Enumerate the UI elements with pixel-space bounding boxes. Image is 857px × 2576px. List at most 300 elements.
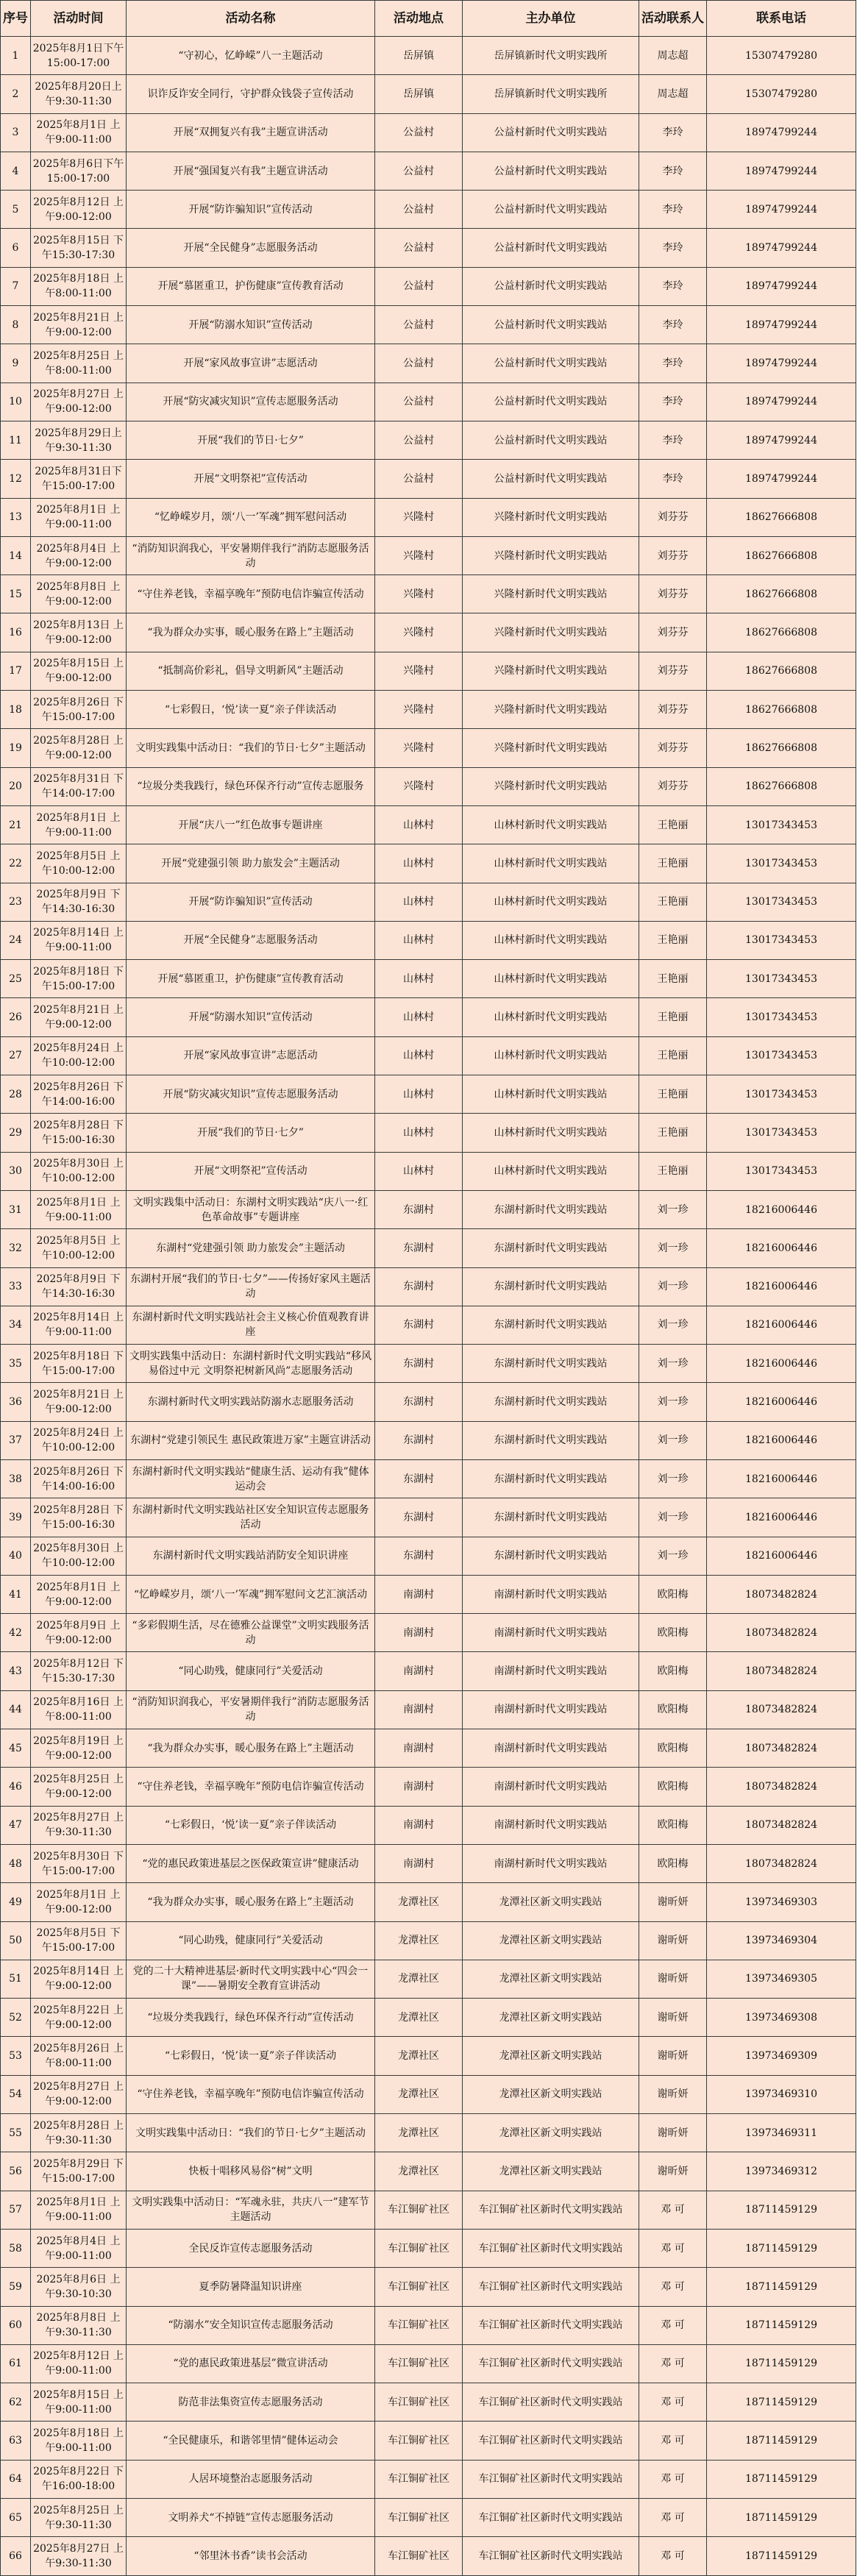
cell-contact: 刘芬芬	[639, 498, 707, 536]
cell-time: 2025年8月19日 上午9:00-12:00	[31, 1729, 127, 1768]
cell-place: 山林村	[375, 921, 463, 959]
cell-host: 兴隆村新时代文明实践站	[463, 575, 639, 613]
cell-activity-name: 文明实践集中活动日：“我们的节日·七夕”主题活动	[127, 729, 375, 767]
cell-contact: 李玲	[639, 383, 707, 421]
cell-activity-name: “守住养老钱，幸福享晚年”预防电信诈骗宣传活动	[127, 2075, 375, 2113]
table-row	[1, 960, 856, 998]
cell-phone: 18627666808	[707, 575, 856, 613]
cell-host: 公益村新时代文明实践站	[463, 152, 639, 190]
cell-contact: 谢昕妍	[639, 2037, 707, 2075]
cell-host: 车江铜矿社区新时代文明实践站	[463, 2460, 639, 2498]
cell-host: 南湖村新时代文明实践站	[463, 1575, 639, 1613]
cell-phone: 18974799244	[707, 383, 856, 421]
cell-place: 山林村	[375, 883, 463, 921]
header-contact: 活动联系人	[639, 1, 707, 37]
cell-host: 车江铜矿社区新时代文明实践站	[463, 2422, 639, 2460]
table-row	[1, 1190, 856, 1228]
cell-time: 2025年8月1日下午15:00-17:00	[31, 37, 127, 75]
cell-time: 2025年8月15日 上午9:00-11:00	[31, 2383, 127, 2422]
table-row	[1, 1960, 856, 1998]
cell-host: 山林村新时代文明实践站	[463, 1075, 639, 1114]
cell-time: 2025年8月12日 下午15:30-17:30	[31, 1652, 127, 1690]
cell-contact: 刘芬芬	[639, 729, 707, 767]
cell-phone: 18073482824	[707, 1690, 856, 1729]
cell-phone: 13017343453	[707, 844, 856, 883]
cell-time: 2025年8月25日 上午9:00-12:00	[31, 1768, 127, 1806]
cell-time: 2025年8月5日 下午15:00-17:00	[31, 1921, 127, 1960]
cell-time: 2025年8月13日 上午9:00-12:00	[31, 613, 127, 652]
cell-activity-name: “我为群众办实事，暖心服务在路上”主题活动	[127, 1883, 375, 1921]
cell-host: 车江铜矿社区新时代文明实践站	[463, 2268, 639, 2306]
cell-no: 66	[1, 2537, 31, 2575]
cell-contact: 李玲	[639, 460, 707, 498]
cell-contact: 欧阳梅	[639, 1806, 707, 1844]
cell-time: 2025年8月18日 下午15:00-17:00	[31, 1345, 127, 1383]
cell-no: 4	[1, 152, 31, 190]
table-row	[1, 2075, 856, 2113]
cell-time: 2025年8月18日 下午15:00-17:00	[31, 960, 127, 998]
table-row	[1, 1690, 856, 1729]
cell-place: 山林村	[375, 1114, 463, 1152]
cell-host: 车江铜矿社区新时代文明实践站	[463, 2229, 639, 2267]
cell-phone: 13973469305	[707, 1960, 856, 1998]
table-row	[1, 2229, 856, 2267]
cell-time: 2025年8月9日 下午14:30-16:30	[31, 883, 127, 921]
cell-activity-name: 东湖村新时代文明实践站社会主义核心价值观教育讲座	[127, 1306, 375, 1344]
cell-phone: 18216006446	[707, 1267, 856, 1306]
cell-host: 龙潭社区新文明实践站	[463, 2075, 639, 2113]
cell-host: 龙潭社区新文明实践站	[463, 1999, 639, 2037]
cell-phone: 13973469311	[707, 2114, 856, 2152]
cell-phone: 18711459129	[707, 2191, 856, 2229]
cell-host: 东湖村新时代文明实践站	[463, 1345, 639, 1383]
table-row	[1, 498, 856, 536]
cell-activity-name: 开展“全民健身”志愿服务活动	[127, 229, 375, 267]
cell-time: 2025年8月28日 下午15:00-16:30	[31, 1114, 127, 1152]
table-row	[1, 267, 856, 305]
cell-time: 2025年8月12日 上午9:00-12:00	[31, 191, 127, 229]
cell-place: 东湖村	[375, 1459, 463, 1498]
cell-place: 兴隆村	[375, 498, 463, 536]
cell-no: 20	[1, 767, 31, 805]
cell-no: 44	[1, 1690, 31, 1729]
cell-contact: 王艳丽	[639, 1114, 707, 1152]
cell-place: 山林村	[375, 1075, 463, 1114]
table-row	[1, 1999, 856, 2037]
cell-phone: 15307479280	[707, 75, 856, 113]
cell-place: 公益村	[375, 267, 463, 305]
cell-phone: 13973469309	[707, 2037, 856, 2075]
cell-no: 49	[1, 1883, 31, 1921]
cell-time: 2025年8月29日上午9:30-11:30	[31, 421, 127, 459]
cell-time: 2025年8月8日 上午9:30-11:30	[31, 2306, 127, 2344]
header-no: 序号	[1, 1, 31, 37]
cell-phone: 18711459129	[707, 2344, 856, 2383]
cell-contact: 王艳丽	[639, 883, 707, 921]
cell-phone: 18216006446	[707, 1421, 856, 1459]
cell-contact: 王艳丽	[639, 1152, 707, 1190]
cell-place: 龙潭社区	[375, 2075, 463, 2113]
cell-no: 8	[1, 306, 31, 344]
cell-contact: 邓 可	[639, 2344, 707, 2383]
cell-no: 26	[1, 998, 31, 1036]
cell-place: 兴隆村	[375, 652, 463, 690]
cell-no: 52	[1, 1999, 31, 2037]
cell-place: 南湖村	[375, 1768, 463, 1806]
cell-no: 46	[1, 1768, 31, 1806]
cell-phone: 18073482824	[707, 1575, 856, 1613]
cell-host: 车江铜矿社区新时代文明实践站	[463, 2306, 639, 2344]
table-row	[1, 1614, 856, 1652]
table-row	[1, 2460, 856, 2498]
cell-host: 龙潭社区新文明实践站	[463, 2114, 639, 2152]
cell-contact: 王艳丽	[639, 805, 707, 844]
cell-phone: 13017343453	[707, 921, 856, 959]
cell-contact: 谢昕妍	[639, 1999, 707, 2037]
cell-place: 东湖村	[375, 1345, 463, 1383]
cell-contact: 邓 可	[639, 2499, 707, 2537]
table-body	[1, 37, 856, 2576]
cell-phone: 18974799244	[707, 191, 856, 229]
cell-activity-name: 开展“党建强引领 助力旅发会”主题活动	[127, 844, 375, 883]
cell-no: 13	[1, 498, 31, 536]
cell-place: 车江铜矿社区	[375, 2306, 463, 2344]
table-row	[1, 421, 856, 459]
cell-place: 龙潭社区	[375, 2037, 463, 2075]
cell-no: 57	[1, 2191, 31, 2229]
cell-host: 龙潭社区新文明实践站	[463, 2152, 639, 2191]
cell-no: 47	[1, 1806, 31, 1844]
cell-place: 山林村	[375, 998, 463, 1036]
cell-place: 兴隆村	[375, 536, 463, 574]
table-row	[1, 344, 856, 383]
cell-contact: 周志超	[639, 37, 707, 75]
cell-host: 车江铜矿社区新时代文明实践站	[463, 2383, 639, 2422]
table-row	[1, 575, 856, 613]
cell-no: 14	[1, 536, 31, 574]
cell-time: 2025年8月1日 上午9:00-11:00	[31, 805, 127, 844]
cell-time: 2025年8月20日上午9:30-11:30	[31, 75, 127, 113]
cell-time: 2025年8月31日 下午14:00-17:00	[31, 767, 127, 805]
cell-no: 40	[1, 1537, 31, 1575]
cell-phone: 18974799244	[707, 229, 856, 267]
cell-contact: 刘一珍	[639, 1229, 707, 1267]
cell-phone: 18216006446	[707, 1306, 856, 1344]
cell-place: 车江铜矿社区	[375, 2191, 463, 2229]
cell-time: 2025年8月31日下午15:00-17:00	[31, 460, 127, 498]
cell-place: 龙潭社区	[375, 1999, 463, 2037]
cell-phone: 18073482824	[707, 1806, 856, 1844]
cell-no: 39	[1, 1498, 31, 1537]
cell-activity-name: “忆峥嵘岁月，颂‘八一’军魂”拥军慰问活动	[127, 498, 375, 536]
cell-no: 54	[1, 2075, 31, 2113]
cell-no: 19	[1, 729, 31, 767]
cell-host: 公益村新时代文明实践站	[463, 113, 639, 152]
cell-activity-name: 东湖村新时代文明实践站防溺水志愿服务活动	[127, 1383, 375, 1421]
cell-phone: 18974799244	[707, 152, 856, 190]
cell-activity-name: 开展“防诈骗知识”宣传活动	[127, 191, 375, 229]
cell-no: 33	[1, 1267, 31, 1306]
cell-contact: 刘一珍	[639, 1537, 707, 1575]
cell-contact: 刘芬芬	[639, 575, 707, 613]
cell-no: 41	[1, 1575, 31, 1613]
cell-activity-name: 开展“家风故事宣讲”志愿活动	[127, 344, 375, 383]
cell-place: 东湖村	[375, 1421, 463, 1459]
cell-contact: 王艳丽	[639, 844, 707, 883]
table-row	[1, 1806, 856, 1844]
cell-phone: 18627666808	[707, 652, 856, 690]
table-row	[1, 1537, 856, 1575]
table-row	[1, 883, 856, 921]
table-row	[1, 691, 856, 729]
cell-place: 龙潭社区	[375, 2114, 463, 2152]
cell-host: 公益村新时代文明实践站	[463, 344, 639, 383]
table-row	[1, 1883, 856, 1921]
cell-phone: 18627666808	[707, 767, 856, 805]
cell-activity-name: 开展“防溺水知识”宣传活动	[127, 998, 375, 1036]
cell-host: 龙潭社区新文明实践站	[463, 1960, 639, 1998]
cell-phone: 18216006446	[707, 1537, 856, 1575]
cell-no: 5	[1, 191, 31, 229]
cell-activity-name: “多彩假期生活，尽在德雅公益课堂”文明实践服务活动	[127, 1614, 375, 1652]
cell-place: 龙潭社区	[375, 1883, 463, 1921]
table-row	[1, 1459, 856, 1498]
cell-activity-name: 防范非法集资宣传志愿服务活动	[127, 2383, 375, 2422]
cell-contact: 邓 可	[639, 2460, 707, 2498]
cell-phone: 13973469304	[707, 1921, 856, 1960]
cell-activity-name: “七彩假日，‘悦’读一夏”亲子伴读活动	[127, 2037, 375, 2075]
table-row	[1, 113, 856, 152]
header-name: 活动名称	[127, 1, 375, 37]
cell-place: 车江铜矿社区	[375, 2422, 463, 2460]
cell-contact: 欧阳梅	[639, 1614, 707, 1652]
table-row	[1, 536, 856, 574]
cell-contact: 谢昕妍	[639, 1921, 707, 1960]
table-row	[1, 2499, 856, 2537]
cell-time: 2025年8月22日 下午16:00-18:00	[31, 2460, 127, 2498]
cell-phone: 18216006446	[707, 1498, 856, 1537]
cell-activity-name: 开展“全民健身”志愿服务活动	[127, 921, 375, 959]
cell-time: 2025年8月18日 上午8:00-11:00	[31, 267, 127, 305]
cell-place: 岳屏镇	[375, 75, 463, 113]
cell-place: 南湖村	[375, 1729, 463, 1768]
cell-time: 2025年8月30日 上午10:00-12:00	[31, 1152, 127, 1190]
cell-contact: 刘一珍	[639, 1306, 707, 1344]
cell-activity-name: 东湖村新时代文明实践站社区安全知识宣传志愿服务活动	[127, 1498, 375, 1537]
cell-contact: 谢昕妍	[639, 2075, 707, 2113]
cell-no: 56	[1, 2152, 31, 2191]
cell-place: 龙潭社区	[375, 1960, 463, 1998]
cell-activity-name: 党的二十大精神进基层·新时代文明实践中心“四会一课”——暑期安全教育宣讲活动	[127, 1960, 375, 1998]
cell-time: 2025年8月27日 上午9:30-11:30	[31, 2537, 127, 2575]
cell-phone: 18974799244	[707, 113, 856, 152]
cell-phone: 13017343453	[707, 805, 856, 844]
cell-place: 公益村	[375, 460, 463, 498]
cell-activity-name: “抵制高价彩礼，倡导文明新风”主题活动	[127, 652, 375, 690]
cell-host: 公益村新时代文明实践站	[463, 229, 639, 267]
cell-no: 21	[1, 805, 31, 844]
cell-host: 山林村新时代文明实践站	[463, 1036, 639, 1075]
cell-contact: 刘一珍	[639, 1267, 707, 1306]
cell-activity-name: “同心助残，健康同行”关爱活动	[127, 1652, 375, 1690]
cell-host: 龙潭社区新文明实践站	[463, 1921, 639, 1960]
cell-host: 东湖村新时代文明实践站	[463, 1190, 639, 1228]
cell-phone: 13973469308	[707, 1999, 856, 2037]
cell-no: 55	[1, 2114, 31, 2152]
cell-phone: 18711459129	[707, 2268, 856, 2306]
cell-time: 2025年8月1日 上午9:00-11:00	[31, 2191, 127, 2229]
cell-contact: 李玲	[639, 421, 707, 459]
cell-contact: 刘一珍	[639, 1459, 707, 1498]
cell-no: 61	[1, 2344, 31, 2383]
cell-place: 公益村	[375, 306, 463, 344]
cell-activity-name: 开展“强国复兴有我”主题宣讲活动	[127, 152, 375, 190]
cell-host: 兴隆村新时代文明实践站	[463, 536, 639, 574]
cell-place: 公益村	[375, 191, 463, 229]
cell-contact: 邓 可	[639, 2191, 707, 2229]
cell-time: 2025年8月6日 上午9:30-10:30	[31, 2268, 127, 2306]
cell-contact: 刘芬芬	[639, 691, 707, 729]
cell-no: 37	[1, 1421, 31, 1459]
cell-contact: 李玲	[639, 152, 707, 190]
cell-activity-name: 东湖村“党建引领民生 惠民政策进万家”主题宣讲活动	[127, 1421, 375, 1459]
cell-phone: 18627666808	[707, 536, 856, 574]
cell-time: 2025年8月28日 上午9:30-11:30	[31, 2114, 127, 2152]
cell-activity-name: “垃圾分类我践行，绿色环保齐行动”宣传志愿服务	[127, 767, 375, 805]
cell-place: 兴隆村	[375, 613, 463, 652]
table-row	[1, 2422, 856, 2460]
cell-activity-name: 开展“慕匿重卫，护伤健康”宣传教育活动	[127, 960, 375, 998]
cell-time: 2025年8月27日 上午9:00-12:00	[31, 2075, 127, 2113]
cell-time: 2025年8月15日 下午15:30-17:30	[31, 229, 127, 267]
cell-contact: 谢昕妍	[639, 2152, 707, 2191]
cell-time: 2025年8月21日 上午9:00-12:00	[31, 306, 127, 344]
cell-phone: 18216006446	[707, 1229, 856, 1267]
cell-host: 山林村新时代文明实践站	[463, 805, 639, 844]
cell-host: 东湖村新时代文明实践站	[463, 1306, 639, 1344]
cell-phone: 18073482824	[707, 1614, 856, 1652]
cell-time: 2025年8月8日 上午9:00-12:00	[31, 575, 127, 613]
cell-activity-name: “守住养老钱，幸福享晚年”预防电信诈骗宣传活动	[127, 575, 375, 613]
cell-host: 车江铜矿社区新时代文明实践站	[463, 2191, 639, 2229]
cell-phone: 13017343453	[707, 1152, 856, 1190]
cell-phone: 18627666808	[707, 691, 856, 729]
cell-contact: 刘芬芬	[639, 652, 707, 690]
cell-time: 2025年8月27日 上午9:00-12:00	[31, 383, 127, 421]
cell-no: 65	[1, 2499, 31, 2537]
cell-phone: 18711459129	[707, 2460, 856, 2498]
cell-time: 2025年8月28日 上午9:00-12:00	[31, 729, 127, 767]
table-row	[1, 1768, 856, 1806]
cell-time: 2025年8月26日 上午8:00-11:00	[31, 2037, 127, 2075]
cell-place: 兴隆村	[375, 691, 463, 729]
table-row	[1, 767, 856, 805]
cell-activity-name: 开展“我们的节日·七夕”	[127, 1114, 375, 1152]
table-row	[1, 2191, 856, 2229]
table-row	[1, 652, 856, 690]
cell-activity-name: 开展“防诈骗知识”宣传活动	[127, 883, 375, 921]
cell-place: 东湖村	[375, 1537, 463, 1575]
cell-no: 10	[1, 383, 31, 421]
table-row	[1, 1306, 856, 1344]
cell-phone: 18216006446	[707, 1383, 856, 1421]
table-row	[1, 844, 856, 883]
cell-phone: 13017343453	[707, 1114, 856, 1152]
cell-activity-name: 开展“防灾减灾知识”宣传志愿服务活动	[127, 383, 375, 421]
table-row	[1, 1921, 856, 1960]
cell-no: 17	[1, 652, 31, 690]
cell-no: 16	[1, 613, 31, 652]
cell-time: 2025年8月28日 下午15:00-16:30	[31, 1498, 127, 1537]
cell-host: 东湖村新时代文明实践站	[463, 1229, 639, 1267]
cell-host: 公益村新时代文明实践站	[463, 306, 639, 344]
cell-host: 岳屏镇新时代文明实践所	[463, 37, 639, 75]
cell-phone: 18974799244	[707, 267, 856, 305]
cell-host: 山林村新时代文明实践站	[463, 921, 639, 959]
cell-phone: 18711459129	[707, 2306, 856, 2344]
cell-place: 南湖村	[375, 1614, 463, 1652]
cell-no: 25	[1, 960, 31, 998]
cell-time: 2025年8月30日 上午10:00-12:00	[31, 1537, 127, 1575]
cell-time: 2025年8月29日 下午15:00-17:00	[31, 2152, 127, 2191]
cell-time: 2025年8月15日 上午9:00-12:00	[31, 652, 127, 690]
cell-activity-name: “党的惠民政策进基层”微宣讲活动	[127, 2344, 375, 2383]
table-row	[1, 1267, 856, 1306]
cell-time: 2025年8月1日 上午9:00-11:00	[31, 498, 127, 536]
cell-activity-name: 开展“家风故事宣讲”志愿活动	[127, 1036, 375, 1075]
cell-host: 兴隆村新时代文明实践站	[463, 652, 639, 690]
cell-host: 南湖村新时代文明实践站	[463, 1729, 639, 1768]
table-row	[1, 2152, 856, 2191]
table-row	[1, 1729, 856, 1768]
cell-host: 山林村新时代文明实践站	[463, 883, 639, 921]
cell-time: 2025年8月24日 上午10:00-12:00	[31, 1421, 127, 1459]
cell-place: 车江铜矿社区	[375, 2537, 463, 2575]
header-row	[1, 1, 856, 37]
cell-no: 58	[1, 2229, 31, 2267]
cell-activity-name: 东湖村新时代文明实践站“健康生活、运动有我”健体运动会	[127, 1459, 375, 1498]
cell-phone: 18711459129	[707, 2499, 856, 2537]
cell-activity-name: 文明实践集中活动日：东湖村文明实践站“庆八一·红色革命故事”专题讲座	[127, 1190, 375, 1228]
table-row	[1, 191, 856, 229]
cell-host: 东湖村新时代文明实践站	[463, 1537, 639, 1575]
cell-no: 30	[1, 1152, 31, 1190]
cell-phone: 13017343453	[707, 998, 856, 1036]
cell-contact: 欧阳梅	[639, 1729, 707, 1768]
cell-place: 山林村	[375, 960, 463, 998]
cell-activity-name: “守住养老钱，幸福享晚年”预防电信诈骗宣传活动	[127, 1768, 375, 1806]
cell-no: 12	[1, 460, 31, 498]
cell-contact: 欧阳梅	[639, 1575, 707, 1613]
cell-time: 2025年8月4日 上午9:00-11:00	[31, 2229, 127, 2267]
cell-activity-name: 开展“慕匿重卫，护伤健康”宣传教育活动	[127, 267, 375, 305]
cell-contact: 刘芬芬	[639, 613, 707, 652]
cell-host: 南湖村新时代文明实践站	[463, 1806, 639, 1844]
table-row	[1, 1114, 856, 1152]
table-row	[1, 1075, 856, 1114]
cell-place: 东湖村	[375, 1498, 463, 1537]
table-row	[1, 460, 856, 498]
cell-place: 东湖村	[375, 1306, 463, 1344]
cell-host: 南湖村新时代文明实践站	[463, 1652, 639, 1690]
cell-contact: 邓 可	[639, 2537, 707, 2575]
cell-place: 东湖村	[375, 1267, 463, 1306]
cell-no: 32	[1, 1229, 31, 1267]
cell-no: 7	[1, 267, 31, 305]
table-row	[1, 1844, 856, 1882]
cell-time: 2025年8月26日 下午14:00-16:00	[31, 1075, 127, 1114]
cell-phone: 18711459129	[707, 2383, 856, 2422]
